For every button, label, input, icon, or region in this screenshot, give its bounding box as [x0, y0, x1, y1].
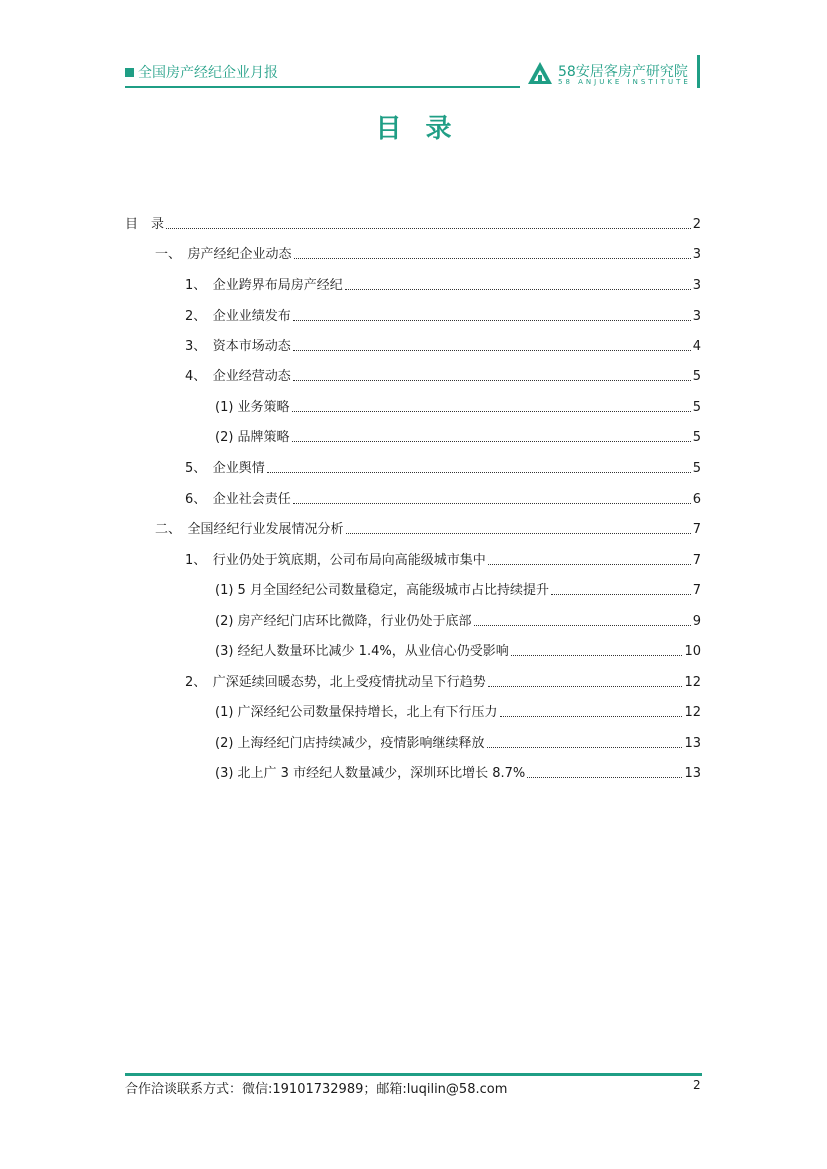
- toc-page: 3: [692, 309, 701, 324]
- toc-entry[interactable]: [185, 673, 701, 693]
- logo-subtitle: 58 ANJUKE INSTITUTE: [558, 78, 691, 86]
- page-title: 目录: [375, 114, 476, 144]
- logo-name: 58安居客房产研究院: [558, 64, 688, 80]
- toc-page: 13: [684, 736, 701, 751]
- toc-page: 5: [692, 430, 701, 445]
- toc-entry[interactable]: [215, 581, 701, 601]
- toc-entry[interactable]: [215, 428, 701, 448]
- toc-page: 7: [692, 522, 701, 537]
- toc-label: (3) 北上广 3 市经纪人数量减少，深圳环比增长 8.7%: [215, 766, 526, 781]
- toc-page: 7: [692, 583, 701, 598]
- toc-entry-section-1[interactable]: [155, 245, 701, 265]
- page-number: 2: [693, 1078, 701, 1092]
- report-title-text: 全国房产经纪企业月报: [138, 65, 278, 81]
- toc-label: 一、 房产经纪企业动态: [155, 247, 292, 262]
- toc-page: 4: [692, 339, 701, 354]
- toc-label: (1) 广深经纪公司数量保持增长，北上有下行压力: [215, 705, 498, 720]
- toc-label: 1、 行业仍处于筑底期，公司布局向高能级城市集中: [185, 553, 486, 568]
- header-accent-bar: [697, 55, 700, 88]
- toc-label: 2、 广深延续回暖态势，北上受疫情扰动呈下行趋势: [185, 675, 486, 690]
- square-bullet-icon: [125, 68, 134, 77]
- triangle-logo-icon: [527, 61, 553, 85]
- toc-page: 6: [692, 492, 701, 507]
- toc-entry[interactable]: [185, 367, 701, 387]
- toc-entry-contents[interactable]: [125, 215, 701, 235]
- toc-page: 12: [684, 705, 701, 720]
- toc-entry-section-2[interactable]: [155, 520, 701, 540]
- toc-label: (1) 业务策略: [215, 400, 290, 415]
- toc-label: (2) 房产经纪门店环比微降，行业仍处于底部: [215, 614, 472, 629]
- toc-page: 5: [692, 400, 701, 415]
- report-title: [125, 62, 278, 82]
- toc-entry[interactable]: [215, 612, 701, 632]
- toc-page: 12: [684, 675, 701, 690]
- toc-label: 二、 全国经纪行业发展情况分析: [155, 522, 344, 537]
- toc-label: 6、 企业社会责任: [185, 492, 291, 507]
- toc-entry[interactable]: [185, 551, 701, 571]
- toc-page: 2: [692, 217, 701, 232]
- toc-page: 5: [692, 369, 701, 384]
- toc-entry[interactable]: [215, 734, 701, 754]
- footer-rule: [125, 1073, 702, 1076]
- footer-contact: 合作洽谈联系方式：微信:19101732989；邮箱:luqilin@58.com: [125, 1082, 508, 1097]
- toc-entry[interactable]: [185, 459, 701, 479]
- toc-label: 5、 企业舆情: [185, 461, 265, 476]
- toc-label: (2) 上海经纪门店持续减少，疫情影响继续释放: [215, 736, 485, 751]
- toc-label: (2) 品牌策略: [215, 430, 290, 445]
- toc-page: 5: [692, 461, 701, 476]
- institute-logo: [527, 58, 702, 92]
- toc-page: 3: [692, 278, 701, 293]
- toc-page: 10: [684, 644, 701, 659]
- toc-page: 7: [692, 553, 701, 568]
- toc-label: 3、 资本市场动态: [185, 339, 291, 354]
- toc-label: 1、 企业跨界布局房产经纪: [185, 278, 343, 293]
- toc-entry[interactable]: [185, 276, 701, 296]
- toc-label: 4、 企业经营动态: [185, 369, 291, 384]
- toc-entry[interactable]: [185, 490, 701, 510]
- toc-label: 目 录: [125, 217, 165, 232]
- toc-page: 9: [692, 614, 701, 629]
- toc-page: 3: [692, 247, 701, 262]
- toc-entry[interactable]: [215, 642, 701, 662]
- toc-page: 13: [684, 766, 701, 781]
- toc-label: (1) 5 月全国经纪公司数量稳定，高能级城市占比持续提升: [215, 583, 549, 598]
- toc-label: 2、 企业业绩发布: [185, 309, 291, 324]
- toc-label: (3) 经纪人数量环比减少 1.4%，从业信心仍受影响: [215, 644, 509, 659]
- toc-entry[interactable]: [185, 307, 701, 327]
- toc-entry[interactable]: [185, 337, 701, 357]
- toc-entry[interactable]: [215, 703, 701, 723]
- header-rule: [125, 86, 520, 88]
- toc-entry[interactable]: [215, 398, 701, 418]
- toc-entry[interactable]: [215, 764, 701, 784]
